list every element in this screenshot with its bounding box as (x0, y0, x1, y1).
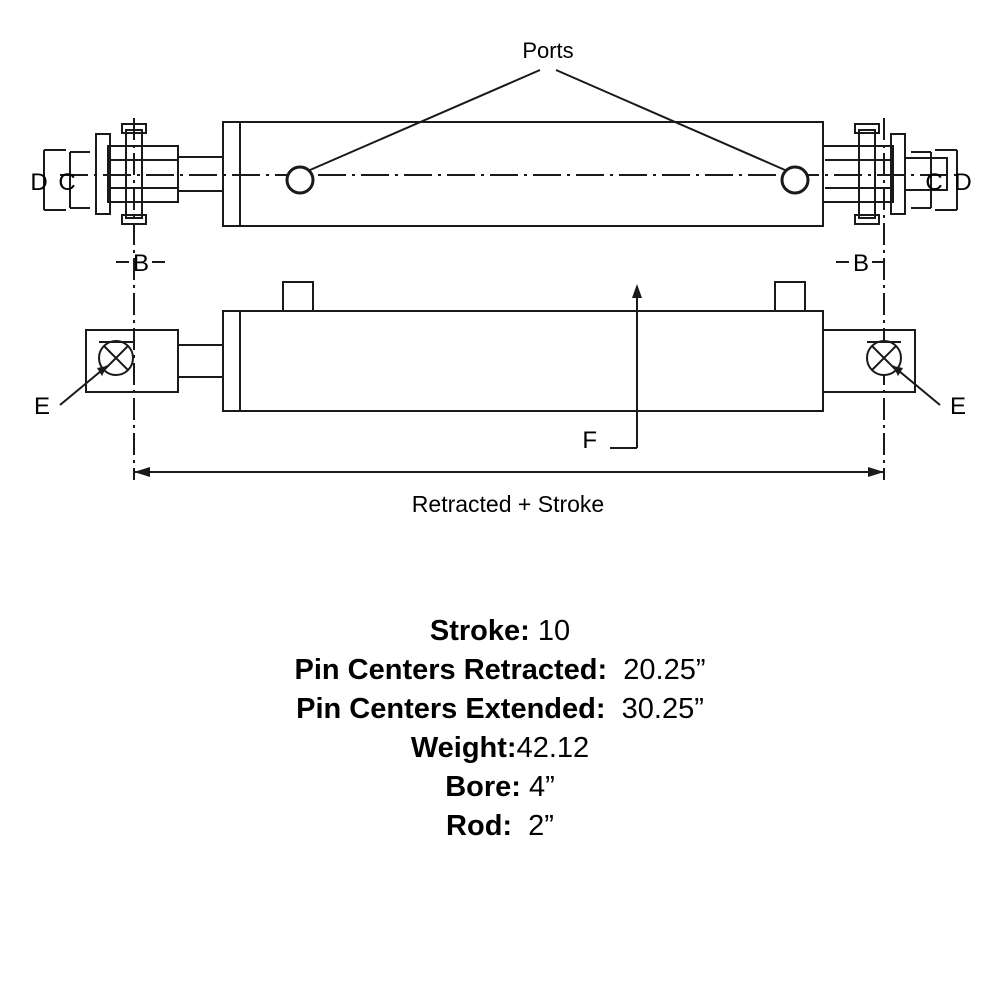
spec-value: 10 (529, 615, 571, 647)
port-boss-left (283, 282, 313, 311)
spec-label: Rod: (446, 810, 513, 842)
port-right (782, 167, 808, 193)
spec-list (0, 612, 1000, 846)
label-e-right: E (949, 393, 967, 420)
spec-value: 42.12 (516, 732, 590, 764)
spec-label: Stroke: (429, 615, 530, 647)
spec-row (0, 612, 1000, 651)
rod-side (178, 345, 223, 377)
spec-label: Pin Centers Retracted: (294, 654, 608, 686)
port-left (287, 167, 313, 193)
label-retracted-plus-stroke: Retracted + Stroke (411, 491, 605, 517)
label-b-left: B (132, 250, 150, 277)
top-view (60, 70, 960, 226)
spec-value: 4” (520, 771, 555, 803)
spec-value: 2” (512, 810, 554, 842)
spec-row (0, 690, 1000, 729)
spec-row (0, 807, 1000, 846)
label-c-right: C (925, 169, 943, 196)
overall-dimension-line (134, 467, 884, 477)
barrel-side (223, 311, 823, 411)
spec-row (0, 768, 1000, 807)
label-ports: Ports (522, 38, 574, 63)
spec-label: Weight: (410, 732, 517, 764)
spec-row (0, 729, 1000, 768)
spec-label: Pin Centers Extended: (296, 693, 606, 725)
side-view (60, 282, 940, 448)
f-dimension (610, 284, 642, 448)
vertical-centerlines (134, 118, 884, 480)
spec-value: 20.25” (607, 654, 706, 686)
label-d-left: D (30, 169, 48, 196)
label-d-right: D (954, 169, 972, 196)
spec-row (0, 651, 1000, 690)
port-boss-right (775, 282, 805, 311)
label-b-right: B (852, 250, 870, 277)
spec-value: 30.25” (605, 693, 704, 725)
label-f: F (582, 427, 597, 454)
ports-leader-lines (310, 70, 785, 170)
label-e-left: E (33, 393, 51, 420)
label-c-left: C (58, 169, 76, 196)
spec-label: Bore: (445, 771, 521, 803)
